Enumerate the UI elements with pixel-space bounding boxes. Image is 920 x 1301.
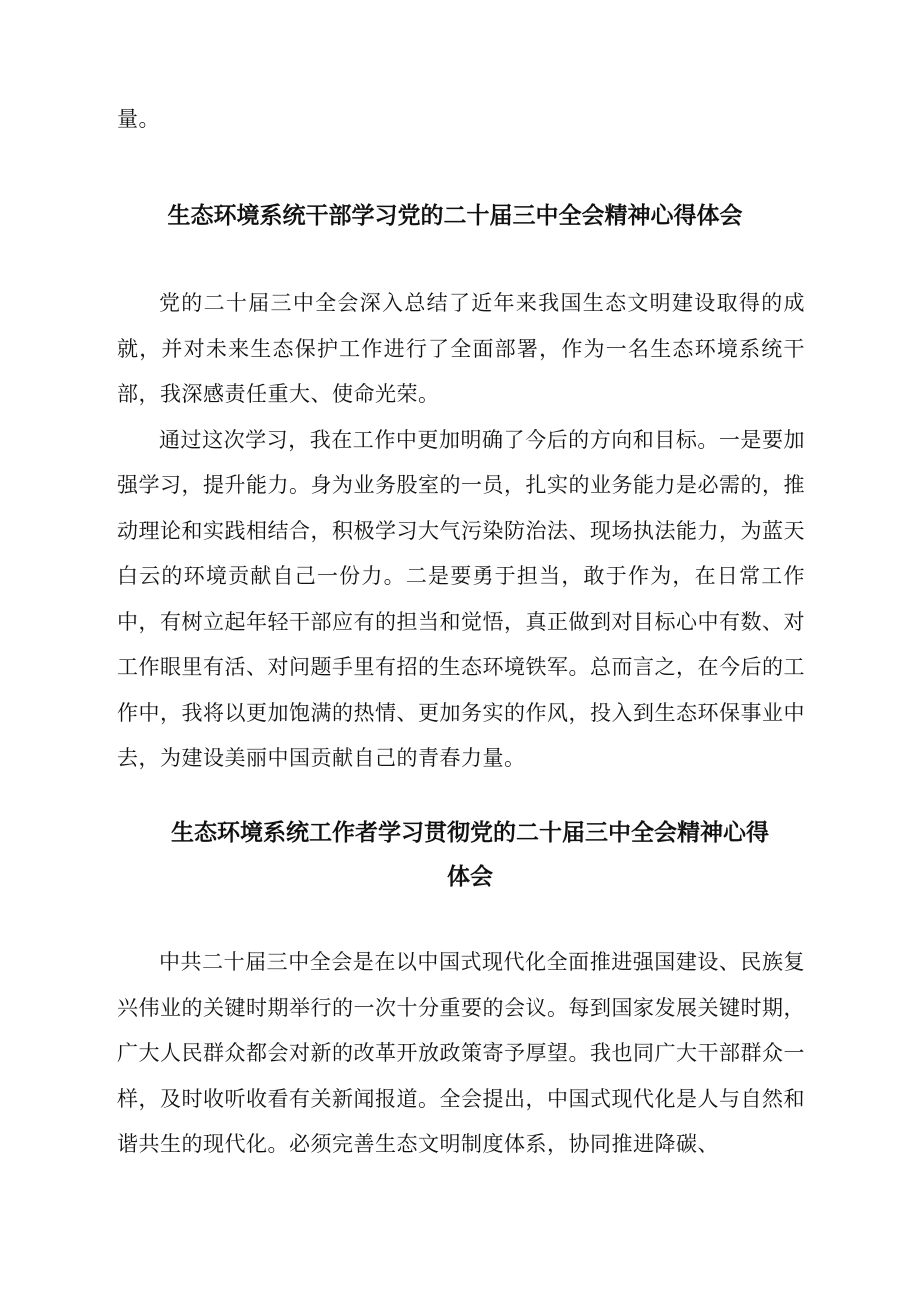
section-1-paragraph-1: 党的二十届三中全会深入总结了近年来我国生态文明建设取得的成就，并对未来生态保护工作进行了全面部署，作为一名生态环境系统干部，我深感责任重大、使命光荣。 (117, 291, 805, 406)
section-1-paragraph-2: 通过这次学习，我在工作中更加明确了今后的方向和目标。一是要加强学习，提升能力。身为业务股室的一员，扎实的业务能力是必需的，推动理论和实践相结合，积极学习大气污染防治法、现场执法能力，为蓝天白云的环境贡献自己一份力。二是要勇于担当，敢于作为，在日常工作中，有树立起年轻干部应有的担当和觉悟，真正做到对目标心中有数、对工作眼里有活、对问题手里有招的生态环境铁军。总而言之，在今后的工作中，我将以更加饱满的热情、更加务实的作风，投入到生态环保事业中去，为建设美丽中国贡献自己的青春力量。 (117, 427, 805, 770)
section-1-body (117, 281, 805, 782)
section-2-paragraph-1: 中共二十届三中全会是在以中国式现代化全面推进强国建设、民族复兴伟业的关键时期举行的一次十分重要的会议。每到国家发展关键时期，广大人民群众都会对新的改革开放政策寄予厚望。我也同广大干部群众一样，及时收听收看有关新闻报道。全会提出，中国式现代化是人与自然和谐共生的现代化。必须完善生态文明制度体系，协同推进降碳、 (117, 950, 805, 1156)
previous-paragraph-fragment: 量。 (117, 107, 160, 131)
section-2-body (117, 940, 805, 1168)
section-1-title: 生态环境系统干部学习党的二十届三中全会精神心得体会 (167, 203, 743, 229)
section-2-title: 生态环境系统工作者学习贯彻党的二十届三中全会精神心得体会 (171, 820, 769, 890)
